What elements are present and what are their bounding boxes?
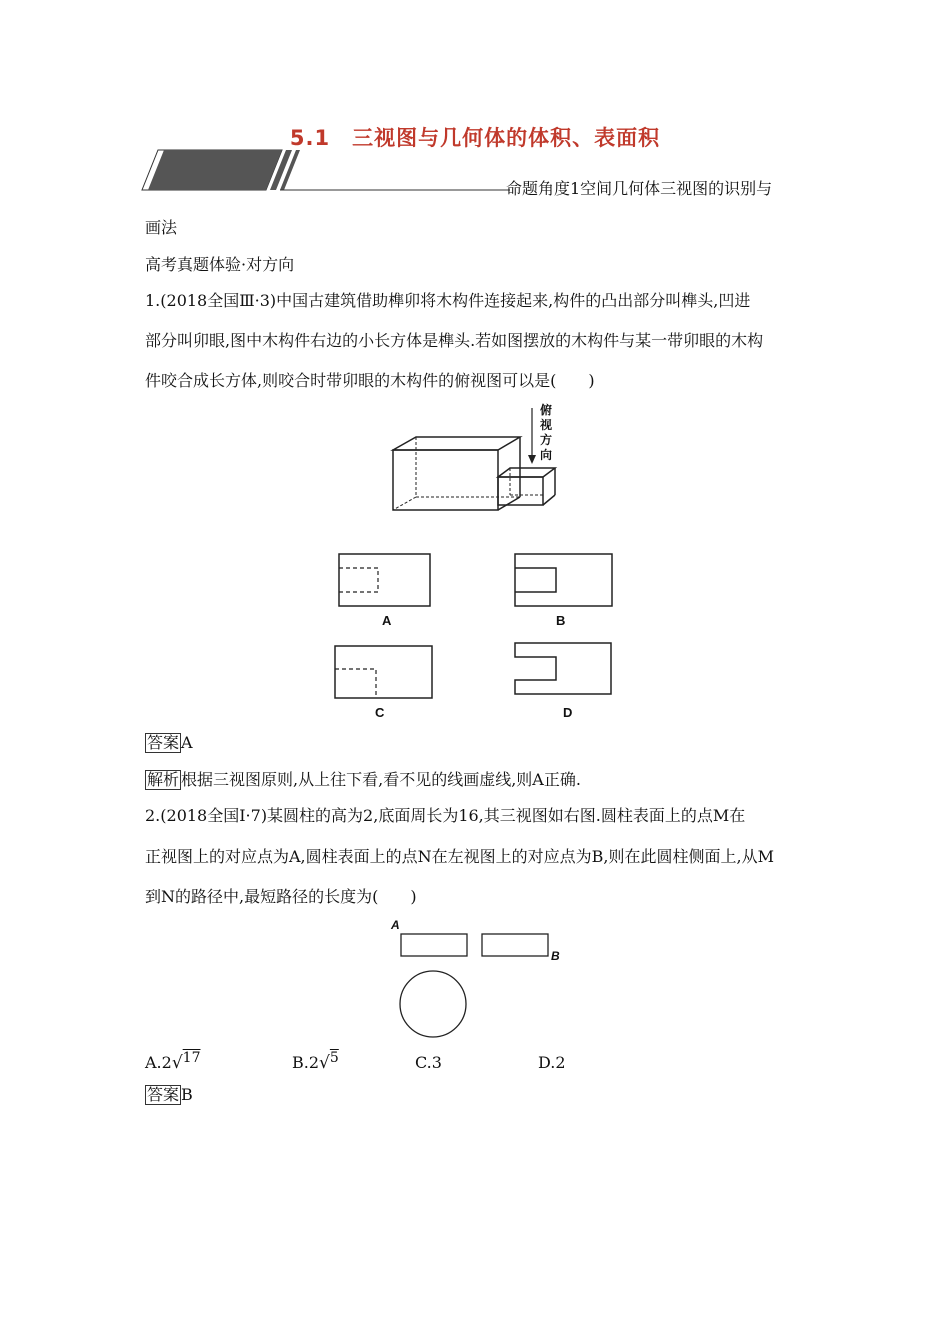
q2-three-view-figure [395, 928, 570, 1043]
q1-answer-row [145, 732, 193, 754]
q2-option-a[interactable]: A.2√17 [145, 1050, 201, 1073]
q2-answer: B [181, 1085, 193, 1104]
q2-option-d[interactable]: D.2 [538, 1053, 566, 1072]
point-a-label: A [391, 918, 400, 932]
q2-option-b[interactable]: B.2√5 [292, 1050, 339, 1073]
answer-tag: 答案 [147, 733, 180, 752]
q2-option-c[interactable]: C.3 [415, 1053, 442, 1072]
q1-option-a-view [338, 553, 432, 607]
view-direction-label: 俯视方向 [540, 403, 553, 462]
q1-analysis: 根据三视图原则,从上往下看,看不见的线画虚线,则A正确. [181, 770, 581, 789]
subheading: 高考真题体验·对方向 [145, 255, 295, 274]
q1-option-c-view [334, 645, 434, 699]
page-title: 5.1 三视图与几何体的体积、表面积 [289, 126, 661, 150]
q1-answer: A [181, 733, 193, 752]
section-heading-cont: 画法 [145, 218, 178, 237]
q1-analysis-row [145, 769, 581, 791]
q1-text-line1: 1.(2018全国Ⅲ·3)中国古建筑借助榫卯将木构件连接起来,构件的凸出部分叫榫头,凹进 [145, 291, 751, 310]
option-b-label: B [556, 613, 566, 628]
point-b-label: B [551, 949, 560, 963]
q2-answer-row [145, 1084, 193, 1106]
q1-option-d-view [514, 642, 614, 696]
section-heading: 命题角度1空间几何体三视图的识别与 [506, 179, 773, 198]
answer-tag: 答案 [147, 1085, 180, 1104]
q2-text-line3: 到N的路径中,最短路径的长度为( ) [145, 887, 417, 906]
q2-text-line1: 2.(2018全国Ⅰ·7)某圆柱的高为2,底面周长为16,其三视图如右图.圆柱表面上的点M在 [145, 806, 746, 825]
q1-text-line2: 部分叫卯眼,图中木构件右边的小长方体是榫头.若如图摆放的木构件与某一带卯眼的木构 [145, 331, 764, 350]
analysis-tag: 解析 [147, 770, 180, 789]
option-c-label: C [375, 705, 385, 720]
q1-option-b-view [514, 553, 614, 607]
q2-text-line2: 正视图上的对应点为A,圆柱表面上的点N在左视图上的对应点为B,则在此圆柱侧面上,从M [145, 847, 774, 866]
q1-wood-component-figure [388, 400, 588, 515]
option-d-label: D [563, 705, 573, 720]
q1-text-line3: 件咬合成长方体,则咬合时带卯眼的木构件的俯视图可以是( ) [145, 371, 595, 390]
option-a-label: A [382, 613, 392, 628]
